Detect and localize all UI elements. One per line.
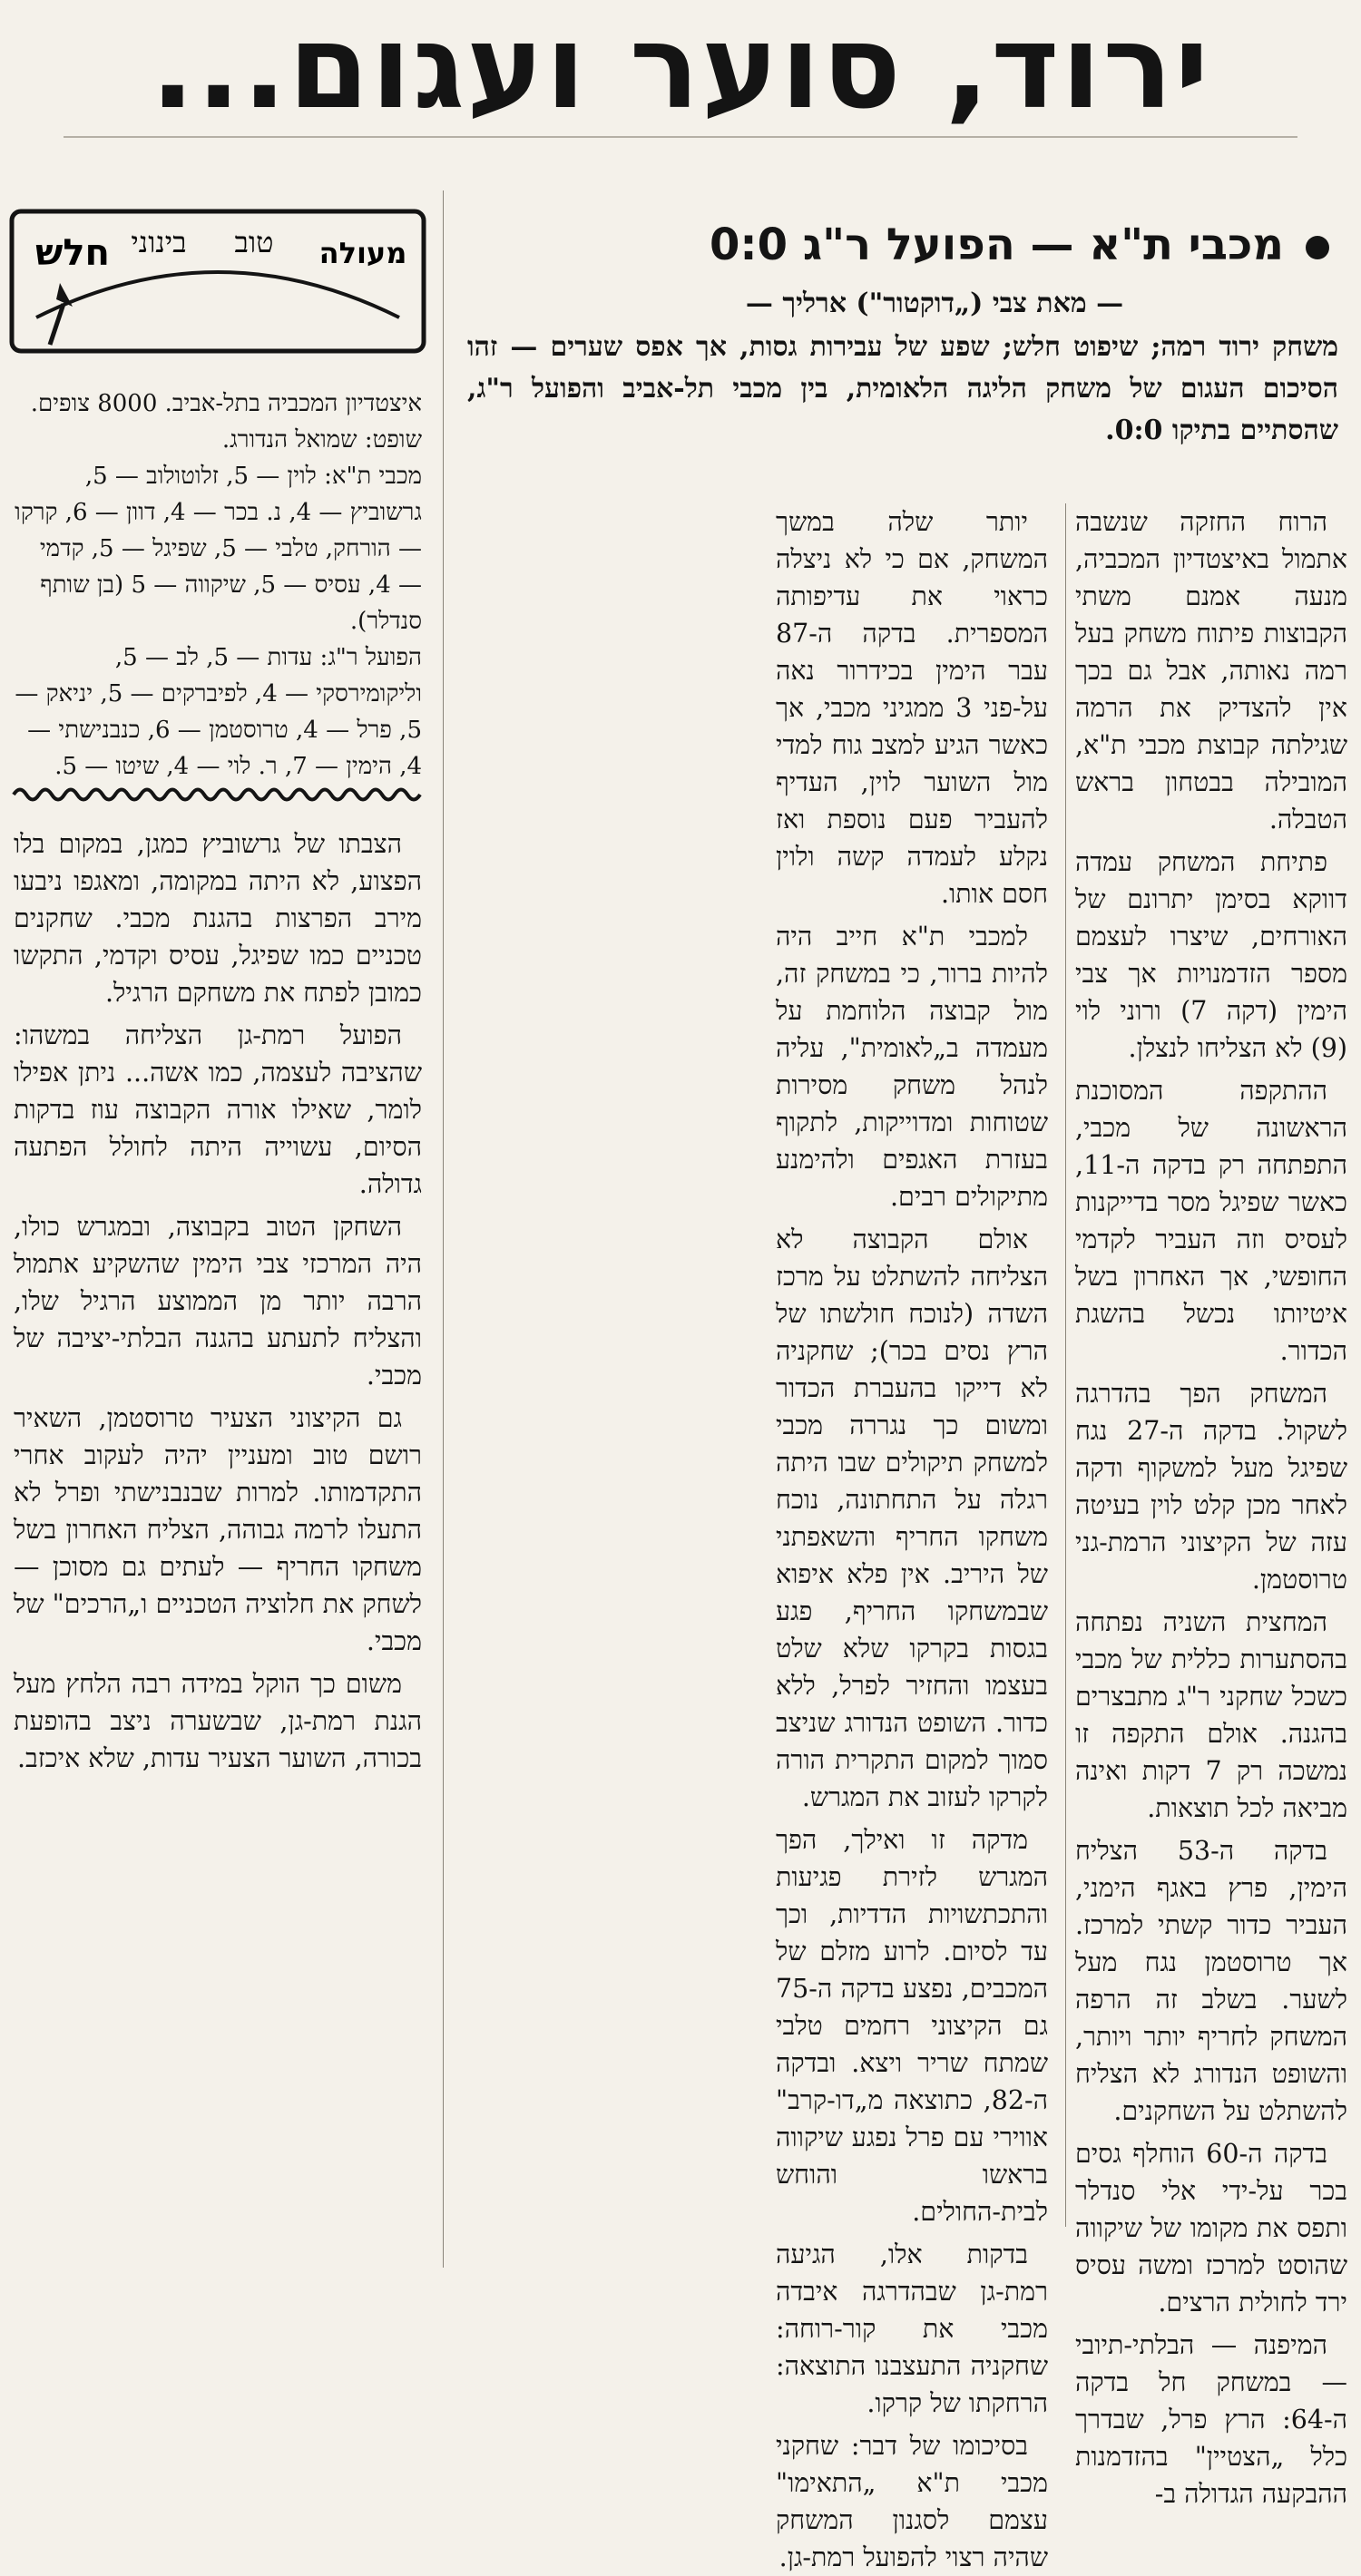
article-column-right xyxy=(1075,503,1347,2509)
bullet-icon xyxy=(1306,236,1329,259)
paragraph: בסיכומו של דבר: שחקני מכבי ת"א „התאימו" עצמם לסגנון המשחק שהיה רצוי להפועל רמת-גן. xyxy=(776,2431,1048,2572)
gauge-label: טוב xyxy=(234,225,274,259)
paragraph: ההתקפה המסוכנת הראשונה של מכבי, התפתחה רק בדקה ה-11, כאשר שפיגל מסר בדייקנות לעסיס וזה העביר לקדמי החופשי, אך האחרון בשל איטיותו נכשל בהשגת הכדור. xyxy=(1075,1076,1347,1366)
lineup-hapoel: הפועל ר"ג: עדות — 5, לב — 5, וליקומירסקי — 4, לפיברקים — 5, יניאק — 5, פרל — 4, טרוסטמן — 6, כנבנישתי — 4, הימין — 7, ר. לוי — 4, שיטו — 5. xyxy=(15,644,422,780)
wavy-divider-icon xyxy=(14,785,426,805)
sidebar-rule xyxy=(443,190,444,2268)
lineups xyxy=(14,385,422,780)
subhead xyxy=(513,209,1329,281)
lineup-maccabi: מכבי ת"א: לוין — 5, זלוטולוב — 5, גרשוביץ — 4, נ. בכר — 4, דוון — 6, קרקו — הורחק, טלבי — 5, שפיגל — 5, קדמי — 4, עסיס — 5, שיקווה — 5 (בן שותף סנדלר). xyxy=(15,463,422,635)
paragraph: הפועל רמת-גן הצליחה במשהו: שהציבה לעצמה, כמו אשה... ניתן אפילו לומר, שאילו אורה הקבוצה עוז בדקות הסיום, עשוייה היתה לחולל הפתעה גדולה. xyxy=(14,1020,422,1199)
paragraph: אולם הקבוצה לא הצליחה להשתלט על מרכז השדה (לנוכח חולשתו של הרץ נסים בכר); שחקניה לא דייקו בהעברת הכדור ומשום כך נגררה מכבי למשחק תיקולים שבו היתה רגלה על התחתונה, נוכח משחקו החריף והשאפתני של היריב. אין פלא איפוא שבמשחקו החריף, פגע בגסות בקרקו שלא שלט בעצמו והחזיר לפרל, ללא כדור. השופט הנדורג שניצב סמוך למקום התקרית הורה לקרקו לעזוב את המגרש. xyxy=(776,1225,1048,1812)
gauge-label: בינוני xyxy=(131,225,187,259)
headline: ירוד, סוער ועגום... xyxy=(150,0,1211,135)
paragraph: פתיחת המשחק עמדה דווקא בסימן יתרונם של האורחים, שיצרו לעצמם מספר הזדמנויות אך צבי הימין (דקה 7) ורוני לוי (9) לא הצליחו לנצלן. xyxy=(1075,847,1347,1063)
article-column-middle xyxy=(776,503,1048,2572)
paragraph: בדקה ה-60 הוחלף גסים בכר על-ידי אלי סנדלר ותפס את מקומו של שיקווה שהוסט למרכז ומשה עסיס ירד לחולית הרצים. xyxy=(1075,2139,1347,2317)
paragraph: בדקה ה-53 הצליח הימין, פרץ באגף הימני, העביר כדור קשתי למרכז. אך טרוסטמן נגח מעל לשער. בשלב זה הרפה המשחק לחריף יותר ויותר, והשופט הנדורג לא הצליח להשתלט על השחקנים. xyxy=(1075,1836,1347,2126)
sidebar-column xyxy=(14,825,422,2476)
lineup-intro: איצטדיון המכביה בתל-אביב. 8000 צופים. שופט: שמואל הנדורג. xyxy=(30,390,422,454)
paragraph: מדקה זו ואילך, הפך המגרש לזירת פגיעות והתכתשויות הדדיות, וכך עד לסיום. לרוע מזלם של המכבים, נפצע בדקה ה-75 גם הקיצוני רחמים טלבי שמתח שריר ויצא. ובדקה ה-82, כתוצאה מ„דו-קרב" אווירי עם פרל נפגע שיקווה בראשו והוחש לבית-החולים. xyxy=(776,1825,1048,2227)
lead-paragraph: משחק ירוד רמה; שיפוט חלש; שפע של עבירות גסות, אך אפס שערים — זהו הסיכום העגום של משחק הליגה הלאומית, בין מכבי תל-אביב והפועל ר"ג, שהסתיים בתיקו 0:0. xyxy=(467,331,1338,446)
paragraph: בדקות אלו, הגיעה רמת-גן שבהדרגה איבדה מכבי את קור-רוחה: שחקניה התעצבנו התוצאה: הרחקתו של קרקו. xyxy=(776,2239,1048,2418)
paragraph: יותר שלה במשך המשחק, אם כי לא ניצלה כראוי את עדיפותה המספרית. בדקה ה-87 עבר הימין בכידרור נאה על-פני 3 ממגיני מכבי, אך כאשר הגיע למצב גוח למדי מול השוער לוין, העדיף להעביר פעם נוספת ואז נקלע לעמדה קשה ולוין חסם אותו. xyxy=(776,507,1048,909)
gauge-label: מעולה xyxy=(318,236,407,270)
subhead-text: מכבי ת"א — הפועל ר"ג 0:0 xyxy=(709,220,1284,270)
byline: — מאת צבי („דוקטור") ארליך — xyxy=(745,288,1124,319)
paragraph: הרוח החזקה שנשבה אתמול באיצטדיון המכביה, מנעה אמנם משתי הקבוצות פיתוח משחק בעל רמה נאותה, אבל גם בכך אין להצדיק את הרמה שגילתה קבוצת מכבי ת"א, המובילה בבטחון בראש הטבלה. xyxy=(1075,507,1347,834)
paragraph: המחצית השניה נפתחה בהסתערות כללית של מכבי כשכל שחקני ר"ג מתבצרים בהגנה. אולם התקפה זו נמשכה רק 7 דקות ואינה מביאה לכל תוצאות. xyxy=(1075,1607,1347,1823)
paragraph: הצבתו של גרשוביץ כמגן, במקום בלו הפצוע, לא היתה במקומה, ומאגפו ניבעו מירב הפרצות בהגנת מכבי. שחקנים טכניים כמו שפיגל, עסיס וקדמי, התקשו כמובן לפתח את משחקם הרגיל. xyxy=(14,829,422,1008)
gauge-label: חלש xyxy=(34,232,111,274)
match-report xyxy=(458,190,1361,2572)
headline-rule xyxy=(64,136,1297,138)
column-rule xyxy=(1065,503,1066,2227)
paragraph: גם הקיצוני הצעיר טרוסטמן, השאיר רושם טוב ומעניין יהיה לעקוב אחרי התקדמותו. למרות שבנבנישתי ופרל לא התעלו לרמה גבוהה, הצליח האחרון בשל משחקו החריף — לעתים גם מסוכן — לשחק את חלוציה הטכניים ו„הרכים" של מכבי. xyxy=(14,1403,422,1656)
sidebar xyxy=(0,200,426,2279)
paragraph: המשחק הפך בהדרגה לשקול. בדקה ה-27 נגח שפיגל מעל למשקוף ודקה לאחר מכן קלט לוין בעיטה עזה של הקיצוני הרמת-גני טרוסטמן. xyxy=(1075,1379,1347,1595)
paragraph: למכבי ת"א חייב היה להיות ברור, כי במשחק זה, מול קבוצה הלוחמת על מעמדה ב„לאומית", עליה לנהל משחק מסירות שטוחות ומדוייקות, לתקוף בעזרת האגפים ולהימנע מתיקולים רבים. xyxy=(776,922,1048,1212)
rating-gauge-icon xyxy=(9,209,426,354)
paragraph: השחקן הטוב בקבוצה, ובמגרש כולו, היה המרכזי צבי הימין שהשקיע אתמול הרבה יותר מן הממוצע הרגיל שלו, והצליח לתעתע בהגנה הבלתי-יציבה של מכבי. xyxy=(14,1212,422,1390)
paragraph: המיפנה — הבלתי-תיובי — במשחק חל בדקה ה-64: הרץ פרל, שבדרך כלל „הצטיין" בהזדמנות ההבקעה הגדולה ב- xyxy=(1075,2330,1347,2509)
paragraph: משום כך הוקל במידה רבה הלחץ מעל הגנת רמת-גן, שבשערה ניצב בהופעת בכורה, השוער הצעיר עדות, שלא איכזב. xyxy=(14,1669,422,1773)
